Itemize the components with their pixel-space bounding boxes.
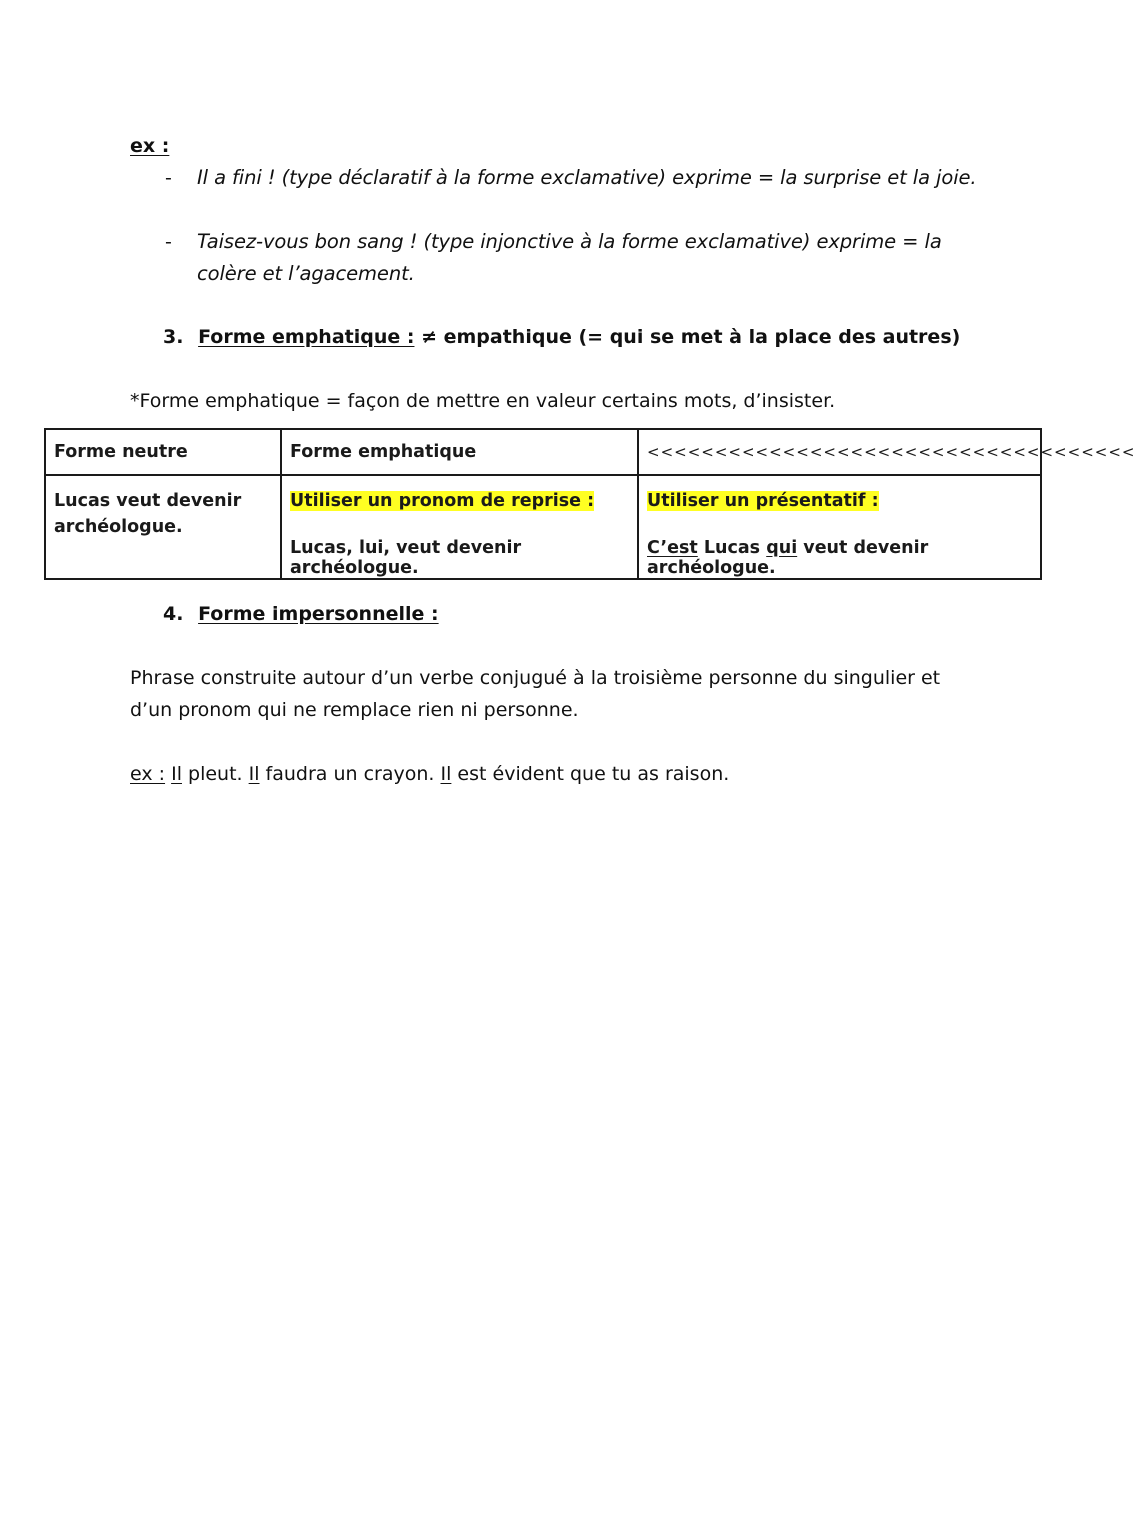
neutral-sentence-line2: archéologue. <box>54 517 183 537</box>
cell-pronom-reprise <box>281 475 638 579</box>
example-sentence-continued: colère et l’agacement. <box>197 262 415 285</box>
example-sentence: Il a fini ! (type déclaratif à la forme exclamative) exprime = la surprise et la joie. <box>197 166 977 189</box>
header-chevrons: <<<<<<<<<<<<<<<<<<<<<<<<<<<<<<<<<<<< <box>638 429 1041 475</box>
section-number: 3. <box>163 326 184 348</box>
emphasis-table <box>44 428 1135 580</box>
method-pronom-reprise: Utiliser un pronom de reprise : <box>290 491 595 511</box>
pronoun-il: Il <box>248 763 260 785</box>
example-label: ex : <box>130 763 166 785</box>
header-neutral: Forme neutre <box>45 429 281 475</box>
bullet-dash: - <box>165 231 172 253</box>
example-sentence: Taisez-vous bon sang ! (type injonctive à la forme exclamative) exprime = la <box>197 230 942 253</box>
table-row <box>45 475 1041 579</box>
section-title: Forme emphatique : <box>198 326 415 348</box>
paragraph-line: Phrase construite autour d’un verbe conjugué à la troisième personne du singulier et <box>130 667 941 689</box>
pronoun-il: Il <box>171 763 182 785</box>
table-header-row <box>45 429 1041 475</box>
section-subtitle: ≠ empathique (= qui se met à la place des autres) <box>414 326 961 348</box>
method-presentatif: Utiliser un présentatif : <box>647 491 879 511</box>
example-label: ex : <box>130 135 170 157</box>
example-impersonnel: ex : Il pleut. Il faudra un crayon. Il est évident que tu as raison. <box>130 763 730 785</box>
example-pronom-reprise: Lucas, lui, veut devenir archéologue. <box>290 538 522 578</box>
example-presentatif: C’est Lucas qui veut devenir archéologue. <box>647 538 929 578</box>
pronoun-il: Il <box>440 763 452 785</box>
presentatif-qui: qui <box>766 538 798 558</box>
definition: *Forme emphatique = façon de mettre en valeur certains mots, d’insister. <box>130 390 836 412</box>
header-emphatic: Forme emphatique <box>281 429 638 475</box>
cell-neutral <box>45 475 281 579</box>
section-title: Forme impersonnelle : <box>198 603 439 625</box>
section-number: 4. <box>163 603 184 625</box>
presentatif-cest: C’est <box>647 538 698 558</box>
bullet-dash: - <box>165 167 172 189</box>
section-heading-impersonnelle <box>163 603 439 625</box>
cell-presentatif <box>638 475 1041 579</box>
section-heading-emphatique <box>163 326 960 348</box>
paragraph-line: d’un pronom qui ne remplace rien ni personne. <box>130 699 579 721</box>
neutral-sentence-line1: Lucas veut devenir <box>54 491 242 511</box>
